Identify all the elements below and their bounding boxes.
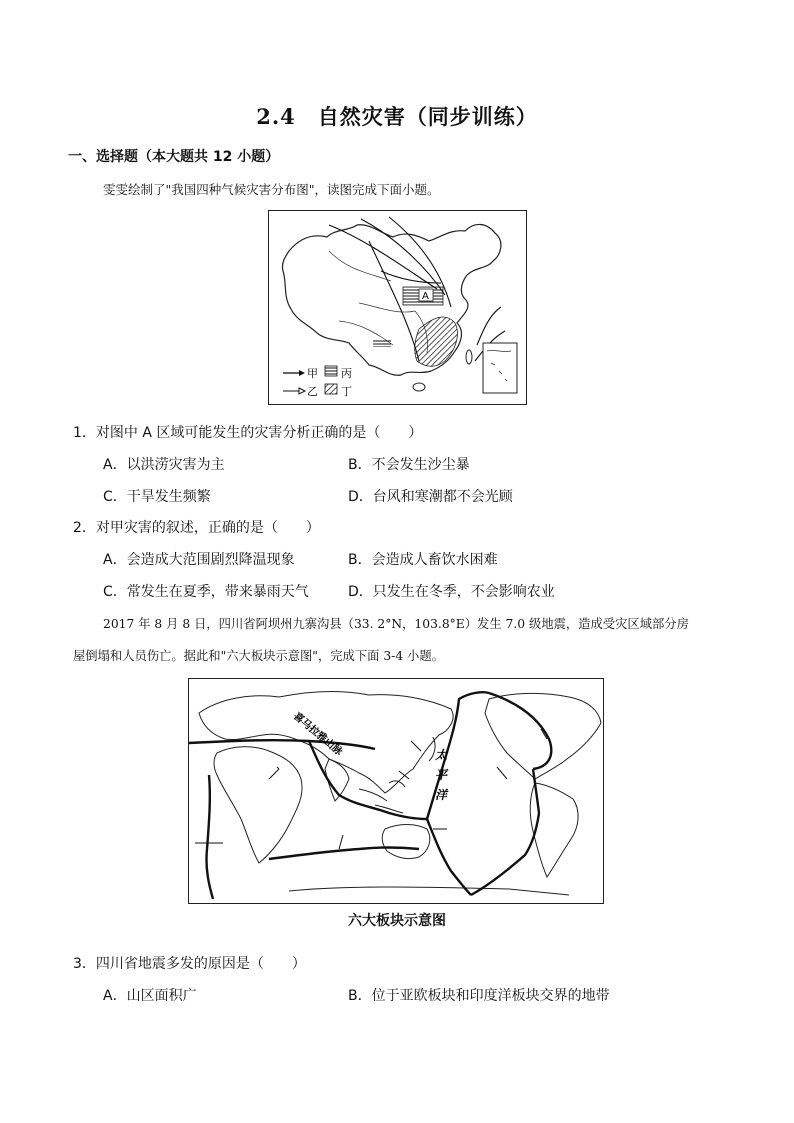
q2-option-b: B．会造成人畜饮水困难 — [348, 552, 498, 568]
page-title: 2.4 自然灾害（同步训练） — [256, 104, 538, 129]
continents — [199, 691, 601, 895]
map-legend — [283, 366, 352, 398]
intro-text-2-line1: 2017 年 8 月 8 日，四川省阿坝州九寨沟县（33. 2°N，103.8°E）发生 7.0 级地震，造成受灾区域部分房 — [103, 617, 689, 631]
label-himalaya: 喜马拉雅山脉 — [291, 710, 345, 758]
q1-option-d: D．台风和寒潮都不会光顾 — [348, 489, 513, 505]
tectonic-plates-map — [188, 678, 604, 904]
question-3-stem: 3．四川省地震多发的原因是（ ） — [73, 956, 306, 972]
question-1-stem: 1．对图中 A 区域可能发生的灾害分析正确的是（ ） — [73, 425, 423, 441]
plates-svg — [189, 679, 602, 902]
q3-option-b: B．位于亚欧板块和印度洋板块交界的地带 — [348, 988, 610, 1004]
intro-text-1: 雯雯绘制了"我国四种气候灾害分布图"，读图完成下面小题。 — [103, 182, 440, 197]
question-2-stem: 2．对甲灾害的叙述，正确的是（ ） — [73, 520, 320, 536]
climate-disaster-map — [268, 210, 527, 405]
label-pacific-1: 太 — [435, 748, 448, 762]
legend-ding: 丁 — [341, 385, 352, 398]
q2-option-a: A．会造成大范围剧烈降温现象 — [103, 552, 295, 568]
figure-caption: 六大板块示意图 — [348, 913, 446, 929]
q3-option-a: A．山区面积广 — [103, 988, 197, 1004]
legend-jia: 甲 — [307, 367, 318, 380]
intro-text-2-line2: 屋倒塌和人员伤亡。据此和"六大板块示意图"，完成下面 3-4 小题。 — [73, 649, 444, 663]
ding-area — [415, 317, 458, 366]
legend-yi: 乙 — [307, 385, 318, 398]
q1-option-c: C．干旱发生频繁 — [103, 489, 211, 505]
section-heading: 一、选择题（本大题共 12 小题） — [68, 149, 280, 165]
china-map-svg — [269, 211, 526, 404]
q2-option-c: C．常发生在夏季，带来暴雨天气 — [103, 584, 309, 600]
q1-option-a: A．以洪涝灾害为主 — [103, 457, 225, 473]
label-pacific-2: 平 — [435, 768, 448, 782]
label-pacific-3: 洋 — [435, 788, 448, 802]
china-outline — [282, 224, 500, 375]
legend-bing: 丙 — [341, 367, 352, 380]
plate-boundaries — [189, 692, 551, 899]
q2-option-d: D．只发生在冬季，不会影响农业 — [348, 584, 555, 600]
label-a: A — [422, 291, 429, 302]
q1-option-b: B．不会发生沙尘暴 — [348, 457, 470, 473]
